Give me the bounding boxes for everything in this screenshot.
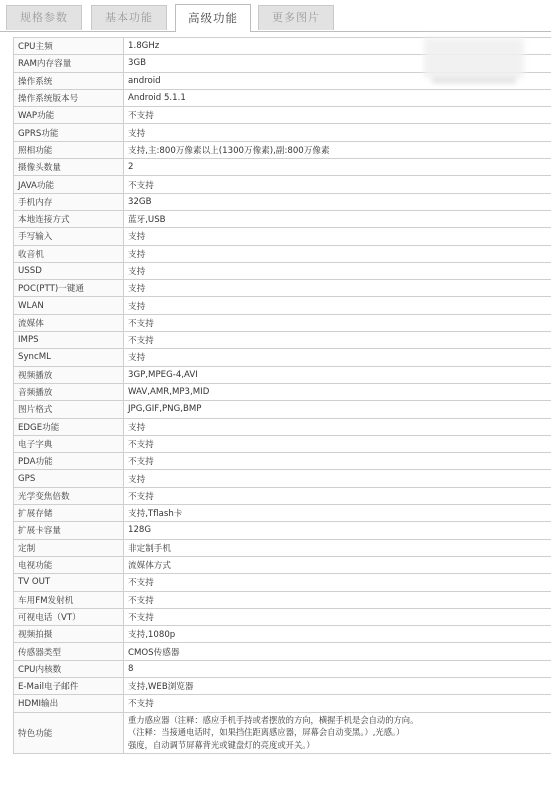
spec-row [14, 349, 551, 366]
spec-value: 不支持 [124, 591, 551, 608]
spec-value: 支持 [124, 470, 551, 487]
spec-row [14, 210, 551, 227]
spec-label: 电视功能 [14, 556, 124, 573]
spec-row [14, 124, 551, 141]
spec-label: 车用FM发射机 [14, 591, 124, 608]
tab-more-images[interactable]: 更多图片 [258, 5, 334, 30]
spec-value: 流媒体方式 [124, 556, 551, 573]
blurred-watermark-text [432, 76, 516, 84]
spec-label: PDA功能 [14, 453, 124, 470]
tab-bar [0, 0, 551, 32]
spec-label: USSD [14, 262, 124, 279]
spec-value: 3GB [124, 55, 551, 72]
spec-label: 传感器类型 [14, 643, 124, 660]
spec-value: 支持,1080p [124, 626, 551, 643]
spec-row [14, 280, 551, 297]
spec-label: 视频拍摄 [14, 626, 124, 643]
spec-value: 非定制手机 [124, 539, 551, 556]
tab-advanced-functions[interactable]: 高级功能 [175, 4, 251, 32]
blurred-watermark [424, 38, 524, 78]
spec-label: HDMI输出 [14, 695, 124, 712]
spec-label: 定制 [14, 539, 124, 556]
spec-value: 不支持 [124, 107, 551, 124]
spec-label: 操作系统 [14, 72, 124, 89]
spec-value: 不支持 [124, 176, 551, 193]
spec-row [14, 383, 551, 400]
spec-label: 扩展存储 [14, 505, 124, 522]
spec-row [14, 505, 551, 522]
spec-label: 特色功能 [14, 712, 124, 753]
spec-row [14, 89, 551, 106]
spec-row [14, 107, 551, 124]
spec-row [14, 314, 551, 331]
spec-label: CPU内核数 [14, 660, 124, 677]
spec-label: 音频播放 [14, 383, 124, 400]
spec-label: RAM内存容量 [14, 55, 124, 72]
feature-line-2: （注释：当接通电话时，如果挡住距离感应器，屏幕会自动变黑。）,光感。） [128, 727, 405, 738]
spec-value: 支持 [124, 297, 551, 314]
spec-value: Android 5.1.1 [124, 89, 551, 106]
feature-row [14, 712, 551, 753]
spec-value: JPG,GIF,PNG,BMP [124, 401, 551, 418]
spec-value: 支持 [124, 418, 551, 435]
spec-label: CPU主频 [14, 38, 124, 55]
spec-row [14, 193, 551, 210]
spec-value: 支持 [124, 349, 551, 366]
spec-label: EDGE功能 [14, 418, 124, 435]
spec-label: 摄像头数量 [14, 159, 124, 176]
spec-row [14, 470, 551, 487]
spec-value: 2 [124, 159, 551, 176]
spec-label: 操作系统版本号 [14, 89, 124, 106]
spec-label: GPRS功能 [14, 124, 124, 141]
spec-row [14, 228, 551, 245]
spec-row [14, 695, 551, 712]
spec-row [14, 660, 551, 677]
spec-row [14, 453, 551, 470]
spec-label: SyncML [14, 349, 124, 366]
spec-label: 照相功能 [14, 141, 124, 158]
spec-row [14, 401, 551, 418]
spec-value: 不支持 [124, 453, 551, 470]
spec-row [14, 159, 551, 176]
feature-line-1: 重力感应器（注释：感应手机手持或者摆放的方向，横握手机是会自动的方向。 [128, 714, 419, 725]
spec-table [13, 37, 551, 754]
spec-row [14, 677, 551, 694]
spec-value: 1.8GHz [124, 38, 551, 55]
spec-row [14, 245, 551, 262]
spec-value: 支持 [124, 245, 551, 262]
spec-label: E-Mail电子邮件 [14, 677, 124, 694]
spec-value: 不支持 [124, 332, 551, 349]
spec-value: 蓝牙,USB [124, 210, 551, 227]
spec-label: 电子字典 [14, 435, 124, 452]
spec-value: 支持,WEB浏览器 [124, 677, 551, 694]
spec-label: 本地连接方式 [14, 210, 124, 227]
spec-label: POC(PTT)一键通 [14, 280, 124, 297]
spec-label: 光学变焦倍数 [14, 487, 124, 504]
spec-value: 128G [124, 522, 551, 539]
spec-label: TV OUT [14, 574, 124, 591]
spec-label: IMPS [14, 332, 124, 349]
spec-row [14, 366, 551, 383]
spec-label: 视频播放 [14, 366, 124, 383]
spec-value: 支持 [124, 228, 551, 245]
spec-label: 收音机 [14, 245, 124, 262]
spec-label: 手机内存 [14, 193, 124, 210]
spec-row [14, 141, 551, 158]
spec-value: CMOS传感器 [124, 643, 551, 660]
tab-basic-functions[interactable]: 基本功能 [91, 5, 167, 30]
spec-row [14, 574, 551, 591]
spec-label: WLAN [14, 297, 124, 314]
spec-row [14, 176, 551, 193]
spec-value: 不支持 [124, 608, 551, 625]
spec-value: 3GP,MPEG-4,AVI [124, 366, 551, 383]
spec-row [14, 435, 551, 452]
spec-row [14, 556, 551, 573]
spec-row [14, 522, 551, 539]
tab-specs[interactable]: 规格参数 [6, 5, 82, 30]
feature-line-3: 强度，自动调节屏幕背光或键盘灯的亮度或开关。） [128, 739, 315, 750]
spec-label: 流媒体 [14, 314, 124, 331]
spec-row [14, 297, 551, 314]
spec-value: 8 [124, 660, 551, 677]
spec-value: 不支持 [124, 487, 551, 504]
spec-value: WAV,AMR,MP3,MID [124, 383, 551, 400]
spec-row [14, 262, 551, 279]
spec-label: JAVA功能 [14, 176, 124, 193]
spec-value: 不支持 [124, 435, 551, 452]
feature-value [124, 712, 551, 753]
spec-label: 可视电话（VT） [14, 608, 124, 625]
spec-label: 图片格式 [14, 401, 124, 418]
spec-row [14, 487, 551, 504]
spec-value: 支持,主:800万像素以上(1300万像素),副:800万像素 [124, 141, 551, 158]
spec-row [14, 539, 551, 556]
spec-row [14, 643, 551, 660]
spec-table-container [13, 37, 551, 792]
spec-label: 手写输入 [14, 228, 124, 245]
spec-value: 32GB [124, 193, 551, 210]
spec-value: 支持 [124, 124, 551, 141]
spec-label: 扩展卡容量 [14, 522, 124, 539]
spec-value: 不支持 [124, 695, 551, 712]
spec-value: 不支持 [124, 314, 551, 331]
spec-value: 不支持 [124, 574, 551, 591]
spec-value: android [124, 72, 551, 89]
spec-row [14, 608, 551, 625]
spec-value: 支持 [124, 262, 551, 279]
spec-label: WAP功能 [14, 107, 124, 124]
spec-row [14, 591, 551, 608]
spec-label: GPS [14, 470, 124, 487]
spec-row [14, 332, 551, 349]
spec-row [14, 418, 551, 435]
spec-value: 支持 [124, 280, 551, 297]
spec-value: 支持,Tflash卡 [124, 505, 551, 522]
spec-table-body [14, 38, 551, 754]
spec-row [14, 626, 551, 643]
